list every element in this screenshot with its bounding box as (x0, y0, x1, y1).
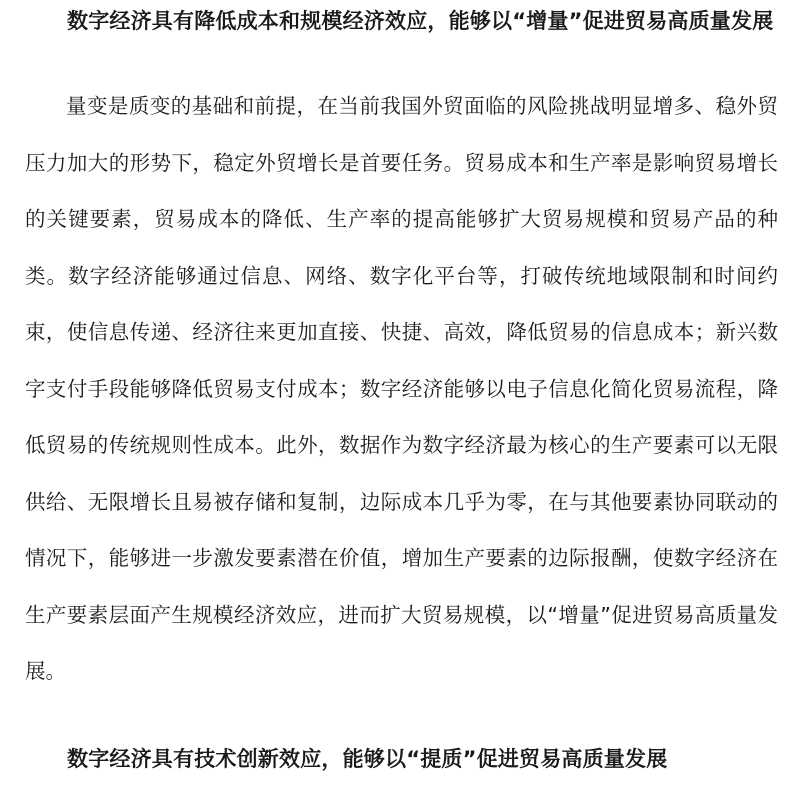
section-heading-cost-reduction: 数字经济具有降低成本和规模经济效应，能够以“增量”促进贸易高质量发展 (67, 9, 774, 33)
body-paragraph: 量变是质变的基础和前提，在当前我国外贸面临的风险挑战明显增多、稳外贸压力加大的形势下，稳定外贸增长是首要任务。贸易成本和生产率是影响贸易增长的关键要素，贸易成本的降低、生产率的提高能够扩大贸易规模和贸易产品的种类。数字经济能够通过信息、网络、数字化平台等，打破传统地域限制和时间约束，使信息传递、经济往来更加直接、快捷、高效，降低贸易的信息成本；新兴数字支付手段能够降低贸易支付成本；数字经济能够以电子信息化简化贸易流程，降低贸易的传统规则性成本。此外，数据作为数字经济最为核心的生产要素可以无限供给、无限增长且易被存储和复制，边际成本几乎为零，在与其他要素协同联动的情况下，能够进一步激发要素潜在价值，增加生产要素的边际报酬，使数字经济在生产要素层面产生规模经济效应，进而扩大贸易规模，以“增量”促进贸易高质量发展。 (25, 94, 778, 683)
section-heading-tech-innovation: 数字经济具有技术创新效应，能够以“提质”促进贸易高质量发展 (67, 746, 668, 771)
